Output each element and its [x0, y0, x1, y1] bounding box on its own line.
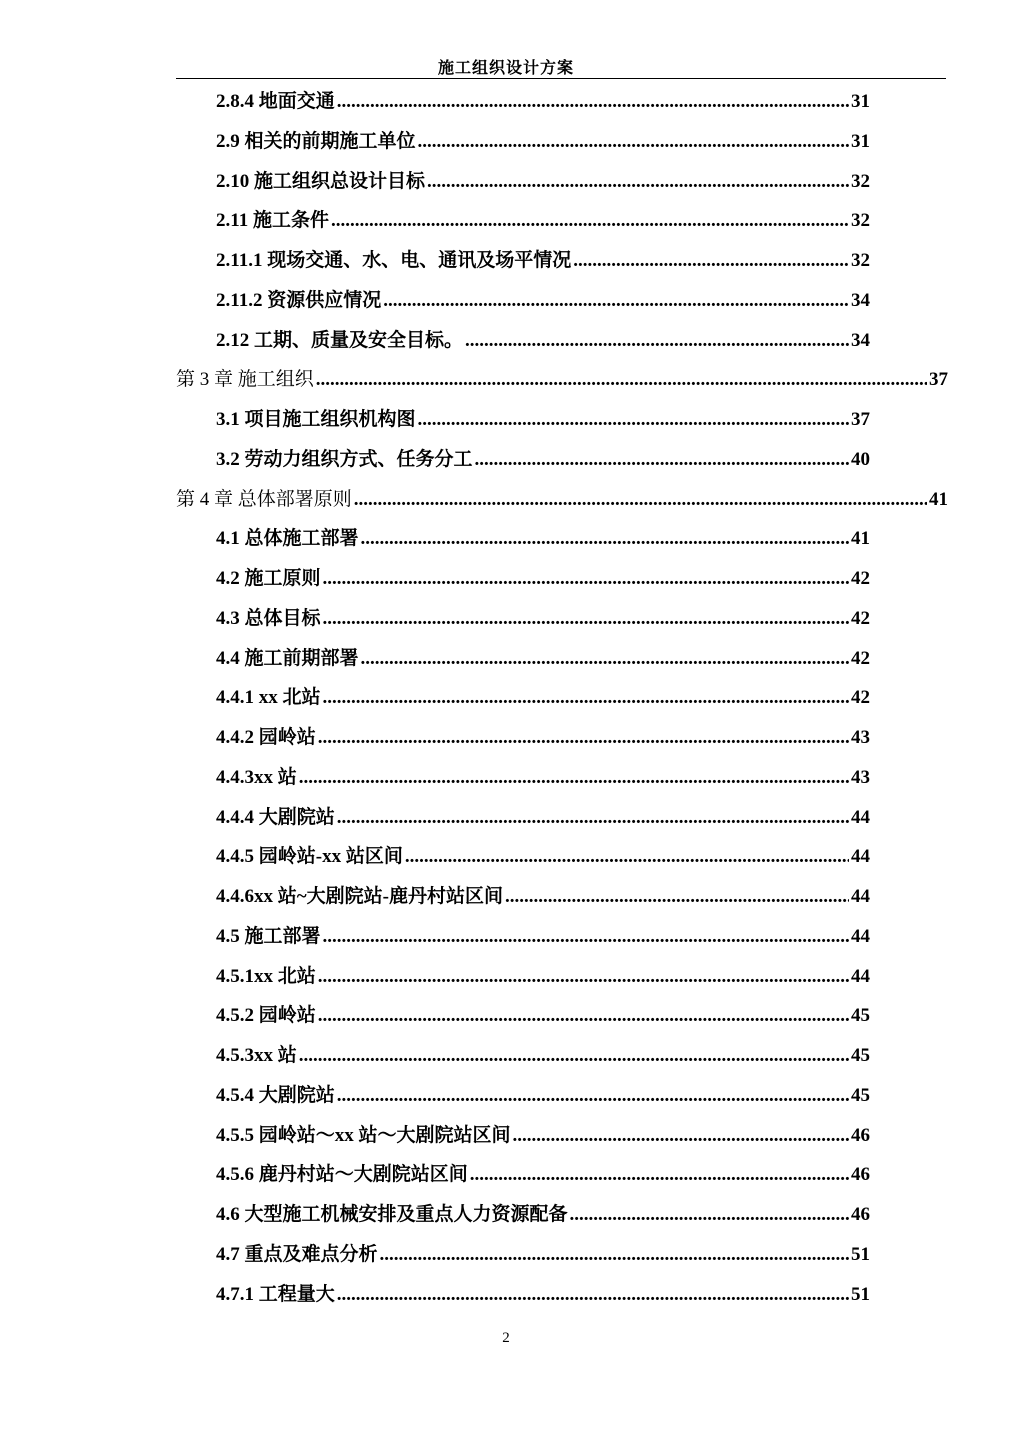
- toc-entry-page: 43: [851, 766, 870, 788]
- toc-entry-title: 2.11 施工条件: [216, 210, 329, 232]
- toc-entry-page: 37: [929, 369, 948, 391]
- toc-entry-title: 4.1 总体施工部署: [216, 528, 359, 550]
- toc-section-entry[interactable]: [216, 404, 870, 436]
- toc-dot-leader: [513, 1125, 849, 1145]
- toc-dot-leader: [505, 886, 849, 906]
- toc-dot-leader: [427, 171, 849, 191]
- toc-entry-title: 2.12 工期、质量及安全目标。: [216, 329, 464, 351]
- toc-section-entry[interactable]: [216, 1000, 870, 1032]
- toc-entry-title: 4.4.2 园岭站: [216, 727, 316, 748]
- toc-section-entry[interactable]: [216, 245, 870, 277]
- toc-entry-page: 44: [851, 925, 870, 947]
- toc-dot-leader: [318, 727, 849, 747]
- toc-section-entry[interactable]: [216, 961, 870, 993]
- toc-dot-leader: [418, 409, 849, 429]
- toc-entry-page: 46: [851, 1204, 870, 1225]
- toc-entry-page: 42: [851, 607, 870, 629]
- toc-section-entry[interactable]: [216, 1159, 870, 1191]
- header-rule: [176, 78, 946, 79]
- toc-entry-page: 51: [851, 1243, 870, 1265]
- toc-entry-page: 51: [851, 1283, 870, 1305]
- toc-entry-title: 4.4.3xx 站: [216, 766, 297, 788]
- toc-dot-leader: [570, 1204, 849, 1224]
- toc-entry-page: 40: [851, 448, 870, 470]
- toc-entry-page: 42: [851, 647, 870, 669]
- toc-section-entry[interactable]: [216, 603, 870, 635]
- toc-entry-page: 45: [851, 1084, 870, 1106]
- toc-section-entry[interactable]: [216, 523, 870, 555]
- toc-dot-leader: [323, 608, 849, 628]
- toc-dot-leader: [318, 966, 849, 986]
- toc-entry-title: 4.3 总体目标: [216, 607, 321, 629]
- toc-entry-page: 46: [851, 1164, 870, 1186]
- toc-entry-page: 45: [851, 1045, 870, 1066]
- toc-entry-title: 4.5.3xx 站: [216, 1045, 297, 1066]
- toc-section-entry[interactable]: [216, 1279, 870, 1311]
- toc-entry-title: 4.5.6 鹿丹村站～大剧院站区间: [216, 1164, 468, 1186]
- toc-section-entry[interactable]: [216, 682, 870, 714]
- toc-dot-leader: [470, 1164, 849, 1184]
- toc-section-entry[interactable]: [216, 1040, 870, 1072]
- toc-entry-title: 3.2 劳动力组织方式、任务分工: [216, 448, 473, 470]
- toc-entry-page: 31: [851, 130, 870, 152]
- toc-entry-title: 4.4.5 园岭站-xx 站区间: [216, 846, 403, 868]
- toc-entry-title: 4.5.1xx 北站: [216, 965, 316, 987]
- toc-section-entry[interactable]: [216, 126, 870, 158]
- toc-dot-leader: [323, 568, 849, 588]
- toc-dot-leader: [331, 210, 849, 230]
- toc-entry-page: 41: [851, 528, 870, 550]
- toc-section-entry[interactable]: [216, 881, 870, 913]
- page-number: 2: [502, 1330, 510, 1346]
- toc-entry-page: 37: [851, 409, 870, 430]
- toc-section-entry[interactable]: [216, 722, 870, 754]
- toc-section-entry[interactable]: [216, 762, 870, 794]
- toc-entry-title: 4.4 施工前期部署: [216, 647, 359, 669]
- toc-entry-page: 32: [851, 210, 870, 232]
- toc-entry-title: 4.5.4 大剧院站: [216, 1084, 335, 1106]
- toc-entry-title: 4.6 大型施工机械安排及重点人力资源配备: [216, 1204, 568, 1225]
- toc-entry-page: 44: [851, 806, 870, 828]
- toc-section-entry[interactable]: [216, 86, 870, 118]
- toc-dot-leader: [337, 91, 849, 111]
- toc-dot-leader: [337, 1284, 849, 1304]
- toc-entry-title: 2.11.2 资源供应情况: [216, 289, 382, 311]
- toc-entry-title: 4.4.6xx 站~大剧院站-鹿丹村站区间: [216, 886, 503, 907]
- running-header: 施工组织设计方案: [437, 60, 574, 77]
- toc-entry-page: 34: [851, 289, 870, 311]
- toc-entry-title: 2.11.1 现场交通、水、电、通讯及场平情况: [216, 250, 572, 271]
- toc-entry-title: 4.2 施工原则: [216, 568, 321, 589]
- toc-dot-leader: [316, 369, 927, 389]
- toc-entry-title: 3.1 项目施工组织机构图: [216, 409, 416, 430]
- toc-dot-leader: [361, 648, 849, 668]
- toc-entry-title: 4.5.5 园岭站～xx 站～大剧院站区间: [216, 1124, 511, 1146]
- toc-dot-leader: [354, 489, 927, 509]
- toc-chapter-entry[interactable]: [176, 364, 948, 396]
- toc-entry-title: 第 4 章 总体部署原则: [176, 488, 352, 510]
- toc-dot-leader: [318, 1005, 849, 1025]
- toc-section-entry[interactable]: [216, 921, 870, 953]
- toc-dot-leader: [323, 687, 849, 707]
- toc-section-entry[interactable]: [216, 643, 870, 675]
- toc-dot-leader: [380, 1244, 849, 1264]
- toc-dot-leader: [337, 807, 849, 827]
- toc-section-entry[interactable]: [216, 205, 870, 237]
- toc-entry-title: 第 3 章 施工组织: [176, 369, 314, 391]
- toc-section-entry[interactable]: [216, 841, 870, 873]
- toc-dot-leader: [299, 1045, 849, 1065]
- toc-entry-page: 34: [851, 329, 870, 351]
- toc-section-entry[interactable]: [216, 1080, 870, 1112]
- toc-entry-title: 4.4.4 大剧院站: [216, 806, 335, 828]
- toc-entry-title: 2.9 相关的前期施工单位: [216, 130, 416, 152]
- toc-section-entry[interactable]: [216, 563, 870, 595]
- toc-section-entry[interactable]: [216, 325, 870, 357]
- toc-dot-leader: [465, 330, 849, 350]
- toc-entry-title: 4.7.1 工程量大: [216, 1283, 335, 1305]
- toc-dot-leader: [475, 449, 849, 469]
- toc-entry-page: 31: [851, 91, 870, 112]
- toc-dot-leader: [383, 290, 849, 310]
- toc-entry-page: 44: [851, 886, 870, 907]
- toc-entry-page: 45: [851, 1005, 870, 1027]
- toc-entry-page: 43: [851, 727, 870, 748]
- toc-dot-leader: [337, 1085, 849, 1105]
- toc-entry-page: 44: [851, 965, 870, 987]
- toc-dot-leader: [405, 846, 849, 866]
- toc-entry-page: 32: [851, 250, 870, 271]
- toc-dot-leader: [299, 767, 849, 787]
- toc-section-entry[interactable]: [216, 802, 870, 834]
- toc-section-entry[interactable]: [216, 1199, 870, 1231]
- toc-section-entry[interactable]: [216, 1120, 870, 1152]
- toc-entry-page: 42: [851, 568, 870, 589]
- toc-entry-title: 4.7 重点及难点分析: [216, 1243, 378, 1265]
- toc-dot-leader: [323, 926, 849, 946]
- toc-entry-page: 42: [851, 687, 870, 709]
- toc-entry-title: 2.8.4 地面交通: [216, 91, 335, 112]
- toc-dot-leader: [573, 250, 849, 270]
- toc-entry-title: 2.10 施工组织总设计目标: [216, 170, 426, 192]
- toc-dot-leader: [418, 131, 849, 151]
- toc-entry-page: 41: [929, 488, 948, 510]
- toc-entry-page: 32: [851, 170, 870, 192]
- toc-entry-page: 46: [851, 1124, 870, 1146]
- toc-section-entry[interactable]: [216, 166, 870, 198]
- toc-section-entry[interactable]: [216, 1239, 870, 1271]
- toc-dot-leader: [361, 528, 849, 548]
- toc-chapter-entry[interactable]: [176, 484, 948, 516]
- toc-entry-title: 4.5.2 园岭站: [216, 1005, 316, 1027]
- toc-entry-title: 4.5 施工部署: [216, 925, 321, 947]
- toc-entry-page: 44: [851, 846, 870, 868]
- toc-entry-title: 4.4.1 xx 北站: [216, 687, 321, 709]
- toc-section-entry[interactable]: [216, 285, 870, 317]
- toc-section-entry[interactable]: [216, 444, 870, 476]
